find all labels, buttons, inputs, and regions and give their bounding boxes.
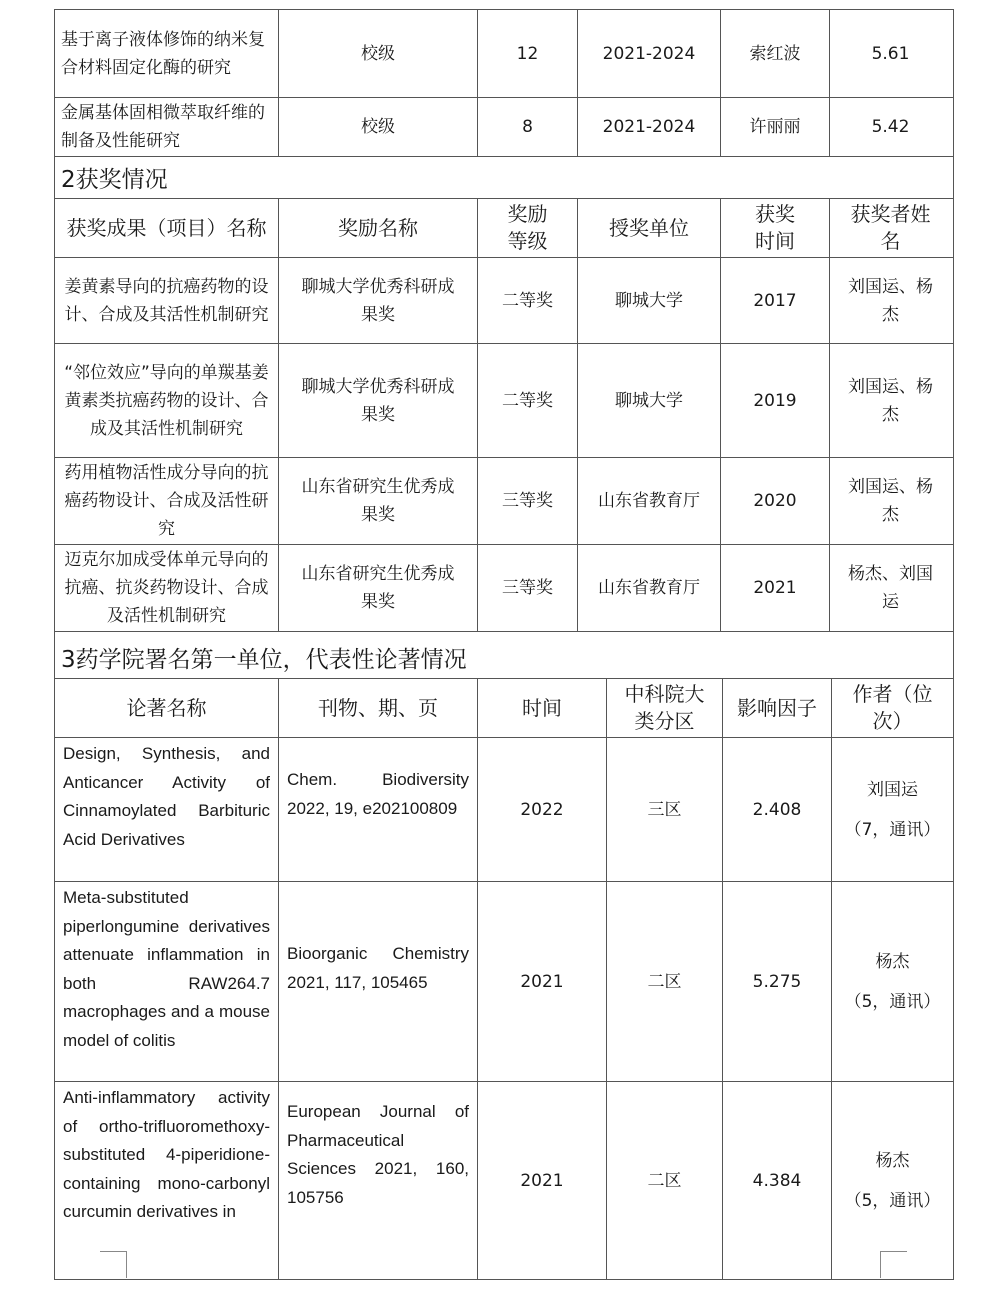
award-org: 山东省教育厅 xyxy=(578,458,721,544)
award-grade: 三等奖 xyxy=(478,545,578,631)
project-leader: 许丽丽 xyxy=(721,98,830,156)
paper-zone: 三区 xyxy=(607,738,723,881)
papers-header-year: 时间 xyxy=(478,679,607,737)
awards-header-award: 奖励名称 xyxy=(279,199,478,257)
project-level: 校级 xyxy=(279,98,478,156)
award-org: 聊城大学 xyxy=(578,344,721,457)
paper-impact-factor: 5.275 xyxy=(723,882,832,1081)
award-row xyxy=(55,545,953,632)
paper-author-cell xyxy=(832,738,953,881)
award-winners: 刘国运、杨杰 xyxy=(848,376,933,425)
crop-mark-right xyxy=(880,1251,907,1278)
project-row xyxy=(55,9,953,98)
project-name: 基于离子液体修饰的纳米复合材料固定化酶的研究 xyxy=(55,10,279,97)
paper-row xyxy=(55,882,953,1082)
papers-header-if: 影响因子 xyxy=(723,679,832,737)
project-value: 5.61 xyxy=(871,43,910,64)
award-row xyxy=(55,458,953,545)
award-title: 山东省研究生优秀成果奖 xyxy=(279,458,478,544)
paper-journal: Bioorganic Chemistry 2021, 117, 105465 xyxy=(279,882,478,1081)
awards-section-row xyxy=(55,157,953,199)
awards-header-year: 获奖时间 xyxy=(721,199,830,257)
achievement-table xyxy=(54,9,954,1280)
paper-title: Design, Synthesis, and Anticancer Activity of Cinnamoylated Barbituric Acid Derivatives xyxy=(55,738,279,881)
paper-row xyxy=(55,1082,953,1280)
paper-impact-factor: 4.384 xyxy=(723,1082,832,1279)
project-leader: 索红波 xyxy=(721,10,830,97)
award-row xyxy=(55,344,953,458)
papers-header-row xyxy=(55,679,953,738)
paper-year: 2021 xyxy=(478,882,607,1081)
papers-header-zone: 中科院大类分区 xyxy=(607,679,723,737)
award-org: 山东省教育厅 xyxy=(578,545,721,631)
paper-journal: Chem. Biodiversity 2022, 19, e202100809 xyxy=(279,738,478,881)
paper-author-position: （7，通讯） xyxy=(844,819,941,840)
paper-author: 杨杰 xyxy=(875,951,910,972)
award-winners: 刘国运、杨杰 xyxy=(848,477,933,525)
paper-author-position: （5，通讯） xyxy=(844,1190,941,1211)
award-year: 2020 xyxy=(721,458,830,544)
paper-author-cell xyxy=(832,882,953,1081)
papers-section-title: 3药学院署名第一单位，代表性论著情况 xyxy=(61,647,467,673)
project-amount: 12 xyxy=(478,10,578,97)
paper-author-cell xyxy=(832,1082,953,1279)
project-value: 5.42 xyxy=(871,117,910,137)
paper-year: 2022 xyxy=(478,738,607,881)
project-period: 2021-2024 xyxy=(578,98,721,156)
paper-title: Meta-substituted piperlongumine derivatives attenuate inflammation in both RAW264.7 macrophages and a mouse model of colitis xyxy=(55,882,279,1081)
paper-title: Anti-inflammatory activity of ortho-trifluoromethoxy-substituted 4-piperidione-containing mono-carbonyl curcumin derivatives in xyxy=(55,1082,279,1279)
papers-header-title: 论著名称 xyxy=(55,679,279,737)
awards-header-grade: 奖励等级 xyxy=(478,199,578,257)
papers-section-row xyxy=(55,632,953,679)
paper-author: 刘国运 xyxy=(867,779,918,800)
paper-author-position: （5，通讯） xyxy=(844,991,941,1012)
awards-section-title: 2获奖情况 xyxy=(61,167,168,193)
project-name: 金属基体固相微萃取纤维的制备及性能研究 xyxy=(55,98,279,156)
award-grade: 二等奖 xyxy=(478,258,578,343)
project-amount: 8 xyxy=(478,98,578,156)
project-period: 2021-2024 xyxy=(578,10,721,97)
awards-header-winners: 获奖者姓名 xyxy=(850,202,931,253)
crop-mark-left xyxy=(100,1251,127,1278)
award-year: 2021 xyxy=(721,545,830,631)
award-year: 2017 xyxy=(721,258,830,343)
awards-header-row xyxy=(55,199,953,258)
award-title: 山东省研究生优秀成果奖 xyxy=(279,545,478,631)
paper-row xyxy=(55,738,953,882)
papers-header-author: 作者（位次） xyxy=(852,682,933,733)
award-winners: 杨杰、刘国运 xyxy=(848,564,933,612)
award-name: 药用植物活性成分导向的抗癌药物设计、合成及活性研究 xyxy=(55,458,279,544)
award-row xyxy=(55,258,953,344)
award-grade: 二等奖 xyxy=(478,344,578,457)
paper-impact-factor: 2.408 xyxy=(723,738,832,881)
project-level: 校级 xyxy=(279,10,478,97)
award-name: 姜黄素导向的抗癌药物的设计、合成及其活性机制研究 xyxy=(55,258,279,343)
award-title: 聊城大学优秀科研成果奖 xyxy=(279,344,478,457)
award-name: “邻位效应”导向的单羰基姜黄素类抗癌药物的设计、合成及其活性机制研究 xyxy=(55,344,279,457)
paper-year: 2021 xyxy=(478,1082,607,1279)
award-grade: 三等奖 xyxy=(478,458,578,544)
award-title: 聊城大学优秀科研成果奖 xyxy=(279,258,478,343)
paper-zone: 二区 xyxy=(607,1082,723,1279)
paper-author: 杨杰 xyxy=(875,1150,910,1171)
paper-journal: European Journal of Pharmaceutical Sciences 2021, 160, 105756 xyxy=(279,1082,478,1279)
papers-header-journal: 刊物、期、页 xyxy=(279,679,478,737)
award-year: 2019 xyxy=(721,344,830,457)
award-name: 迈克尔加成受体单元导向的抗癌、抗炎药物设计、合成及活性机制研究 xyxy=(55,545,279,631)
award-org: 聊城大学 xyxy=(578,258,721,343)
project-row xyxy=(55,98,953,157)
award-winners: 刘国运、杨杰 xyxy=(848,276,933,325)
awards-header-name: 获奖成果（项目）名称 xyxy=(55,199,279,257)
awards-header-org: 授奖单位 xyxy=(578,199,721,257)
paper-zone: 二区 xyxy=(607,882,723,1081)
